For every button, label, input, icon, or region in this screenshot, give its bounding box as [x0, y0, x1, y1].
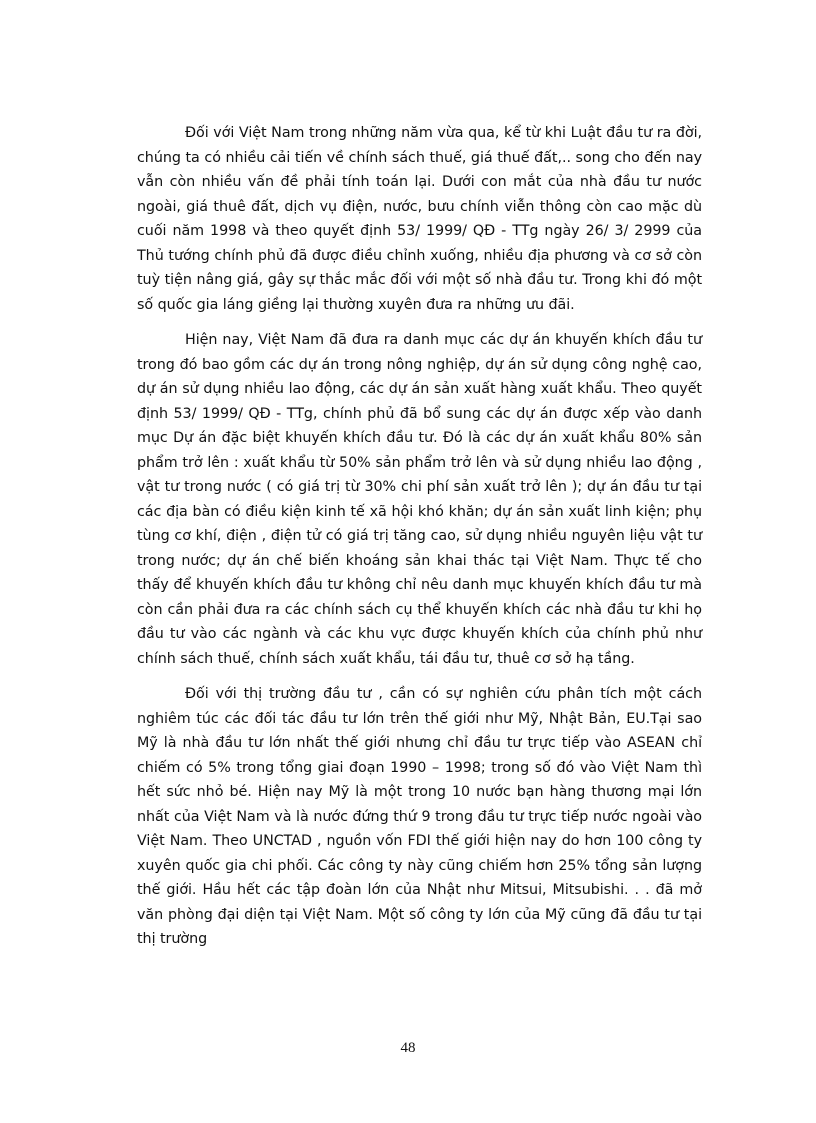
- paragraph-investment-market: Đối với thị trường đầu tư , cần có sự nghiên cứu phân tích một cách nghiêm túc các đối tác đầu tư lớn trên thế giới như Mỹ, Nhật Bản, EU.Tại sao Mỹ là nhà đầu tư lớn nhất thế giới nhưng chỉ đầu tư trực tiếp vào ASEAN chỉ chiếm có 5% trong tổng giai đoạn 1990 – 1998; trong số đó vào Việt Nam thì hết sức nhỏ bé. Hiện nay Mỹ là một trong 10 nước bạn hàng thương mại lớn nhất của Việt Nam và là nước đứng thứ 9 trong đầu tư trực tiếp nước ngoài vào Việt Nam. Theo UNCTAD , nguồn vốn FDI thế giới hiện nay do hơn 100 công ty xuyên quốc gia chi phối. Các công ty này cũng chiếm hơn 25% tổng sản lượng thế giới. Hầu hết các tập đoàn lớn của Nhật như Mitsui, Mitsubishi. . . đã mở văn phòng đại diện tại Việt Nam. Một số công ty lớn của Mỹ cũng đã đầu tư tại thị trường: [137, 686, 702, 947]
- body-text: [137, 121, 702, 963]
- paragraph-tax-policy: Đối với Việt Nam trong những năm vừa qua, kể từ khi Luật đầu tư ra đời, chúng ta có nhiều cải tiến về chính sách thuế, giá thuế đất,.. song cho đến nay vẫn còn nhiều vấn đề phải tính toán lại. Dưới con mắt của nhà đầu tư nước ngoài, giá thuê đất, dịch vụ điện, nước, bưu chính viễn thông còn cao mặc dù cuối năm 1998 và theo quyết định 53/ 1999/ QĐ - TTg ngày 26/ 3/ 2999 của Thủ tướng chính phủ đã được điều chỉnh xuống, nhiều địa phương và cơ sở còn tuỳ tiện nâng giá, gây sự thắc mắc đối với một số nhà đầu tư. Trong khi đó một số quốc gia láng giềng lại thường xuyên đưa ra những ưu đãi.: [137, 125, 702, 313]
- paragraph-encouraged-projects: Hiện nay, Việt Nam đã đưa ra danh mục các dự án khuyến khích đầu tư trong đó bao gồm các dự án trong nông nghiệp, dự án sử dụng công nghệ cao, dự án sử dụng nhiều lao động, các dự án sản xuất hàng xuất khẩu. Theo quyết định 53/ 1999/ QĐ - TTg, chính phủ đã bổ sung các dự án được xếp vào danh mục Dự án đặc biệt khuyến khích đầu tư. Đó là các dự án xuất khẩu 80% sản phẩm trở lên : xuất khẩu từ 50% sản phẩm trở lên và sử dụng nhiều lao động , vật tư trong nước ( có giá trị từ 30% chi phí sản xuất trở lên ); dự án đầu tư tại các địa bàn có điều kiện kinh tế xã hội khó khăn; dự án sản xuất linh kiện; phụ tùng cơ khí, điện , điện tử có giá trị tăng cao, sử dụng nhiều nguyên liệu vật tư trong nước; dự án chế biến khoáng sản khai thác tại Việt Nam. Thực tế cho thấy để khuyến khích đầu tư không chỉ nêu danh mục khuyến khích đầu tư mà còn cần phải đưa ra các chính sách cụ thể khuyến khích các nhà đầu tư khi họ đầu tư vào các ngành và các khu vực được khuyến khích của chính phủ như chính sách thuế, chính sách xuất khẩu, tái đầu tư, thuê cơ sở hạ tầng.: [137, 332, 702, 667]
- page-number: 48: [400, 1040, 416, 1056]
